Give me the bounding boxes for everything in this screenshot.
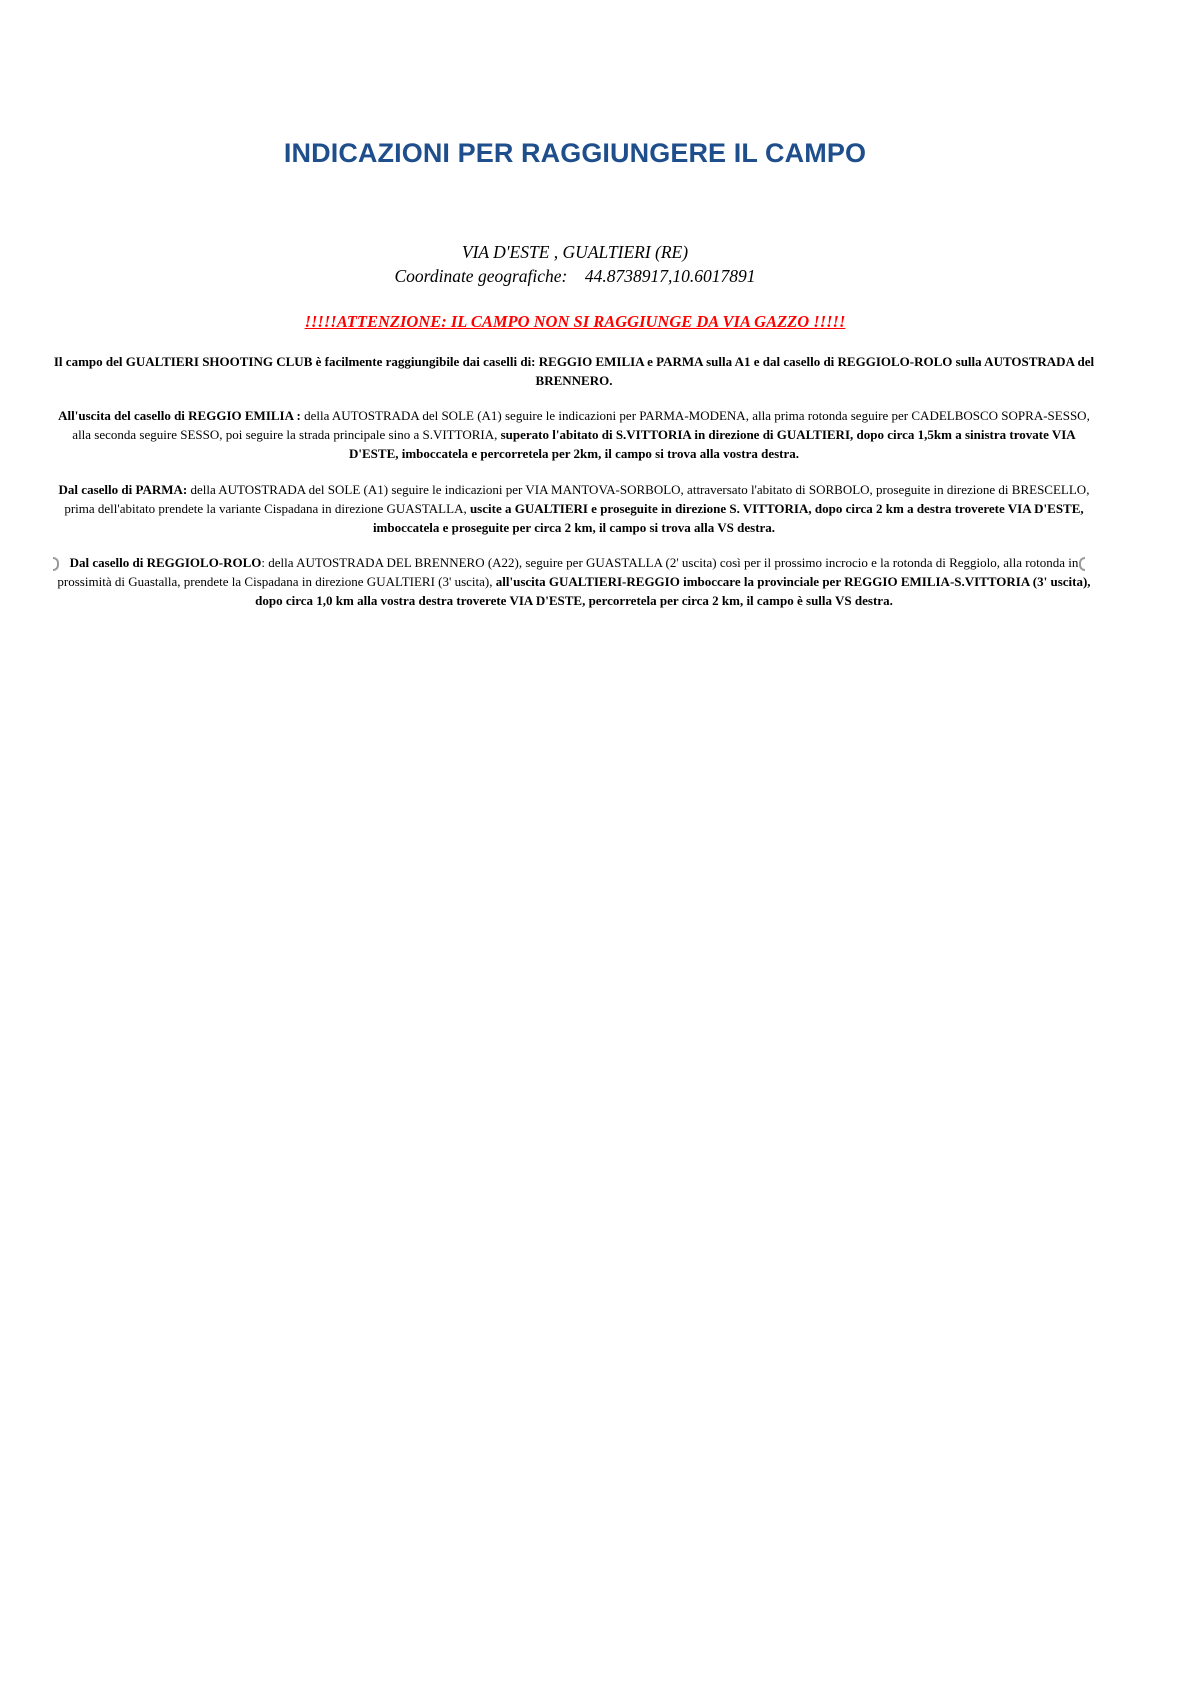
reggio-text: della AUTOSTRADA del SOLE (A1) seguire le indicazioni per PARMA-MODENA, alla prima rotonda seguire per CADELBOSCO SOPRA-SESSO, alla seconda seguire SESSO, poi seguire la strada principale sino a S.VITTORIA, [72,408,1090,442]
parma-heading: Dal casello di PARMA: [58,482,188,497]
parma-text: della AUTOSTRADA del SOLE (A1) seguire le indicazioni per VIA MANTOVA-SORBOLO, attraversato l'abitato di SORBOLO, proseguite in direzione di BRESCELLO, prima dell'abitato prendete la variante Cispadana in direzione GUASTALLA, [64,482,1090,516]
intro-paragraph: Il campo del GUALTIERI SHOOTING CLUB è facilmente raggiungibile dai caselli di: REGGIO EMILIA e PARMA sulla A1 e dal casello di REGGIOLO-ROLO sulla AUTOSTRADA del BRENNERO. [53,354,1095,388]
address-line: VIA D'ESTE , GUALTIERI (RE) [461,242,689,262]
coordinates-line [0,264,1150,288]
directions-reggiolo-rolo [52,553,1096,610]
reggiolo-bold-text: all'uscita GUALTIERI-REGGIO imboccare la provinciale per REGGIO EMILIA-S.VITTORIA (3' uscita), dopo circa 1,0 km alla vostra destra troverete VIA D'ESTE, percorretela per circa 2 km, il campo è sulla VS destra. [255,574,1091,608]
reggiolo-text: : della AUTOSTRADA DEL BRENNERO (A22), seguire per GUASTALLA (2' uscita) così per il prossimo incrocio e la rotonda di Reggiolo, alla rotonda in prossimità di Guastalla, prendete la Cispadana in direzione GUALTIERI (3' uscita), [57,555,1079,589]
directions-parma [52,480,1096,537]
parma-bold-text: uscite a GUALTIERI e proseguite in direzione S. VITTORIA, dopo circa 2 km a destra troverete VIA D'ESTE, imboccatela e proseguite per circa 2 km, il campo si trova alla VS destra. [372,501,1084,535]
page-title: INDICAZIONI PER RAGGIUNGERE IL CAMPO [283,138,867,168]
directions-reggio-emilia [52,406,1096,463]
reggiolo-heading: Dal casello di REGGIOLO-ROLO [69,555,262,570]
warning-notice: !!!!!ATTENZIONE: IL CAMPO NON SI RAGGIUNGE DA VIA GAZZO !!!!! [304,312,846,331]
coordinates-value: 44.8738917,10.6017891 [584,266,756,286]
reggio-bold-text: superato l'abitato di S.VITTORIA in direzione di GUALTIERI, dopo circa 1,5km a sinistra trovate VIA D'ESTE, imboccatela e percorretela per 2km, il campo si trova alla vostra destra. [349,427,1076,461]
reggio-heading: All'uscita del casello di REGGIO EMILIA : [58,408,301,423]
address-block [0,240,1150,288]
coordinates-label: Coordinate geografiche: [394,266,568,286]
